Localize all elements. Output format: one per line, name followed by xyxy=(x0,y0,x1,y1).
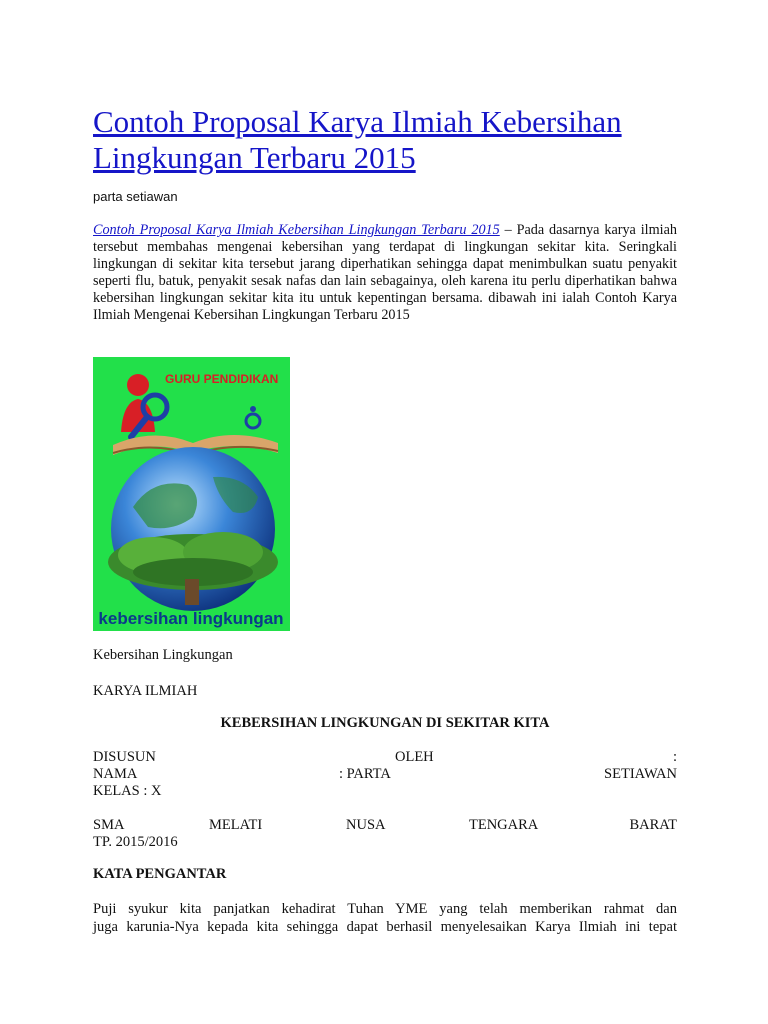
school-word: MELATI xyxy=(209,817,263,833)
tp-label: TP. 2015/2016 xyxy=(93,834,178,850)
school-word: BARAT xyxy=(629,817,677,833)
intro-lead-link[interactable]: Contoh Proposal Karya Ilmiah Kebersihan Lingkungan Terbaru 2015 xyxy=(93,222,500,238)
section-label: KARYA ILMIAH xyxy=(93,683,198,699)
intro-text: – Pada dasarnya karya ilmiah tersebut membahas mengenai kebersihan yang terdapat di lingkungan sekitar kita. Seringkali lingkungan di sekitar kita tersebut jarang diperhatikan sehingga dapat menimbulkan suatu penyakit seperti flu, batuk, penyakit sesak nafas dan lain sebagainya, oleh karena itu perlu diperhatikan bahwa kebersihan lingkungan sekitar kita itu untuk kepentingan bersama. dibawah ini ialah Contoh Karya Ilmiah Mengenai Kebersihan Lingkungan Terbaru 2015 xyxy=(93,222,677,323)
nama-value: : PARTA xyxy=(339,766,391,782)
figure-accent-icon xyxy=(246,406,260,428)
paragraph-line: juga karunia-Nya kepada kita sehingga dapat berhasil menyelesaikan Karya Ilmiah ini tepat xyxy=(93,919,677,935)
nama-label: NAMA xyxy=(93,766,138,782)
page-title[interactable] xyxy=(93,104,693,176)
nama-surname: SETIAWAN xyxy=(604,766,677,782)
article-image xyxy=(93,357,290,631)
article-image-graphic xyxy=(93,357,290,631)
school-word: TENGARA xyxy=(469,817,539,833)
disusun-label: DISUSUN xyxy=(93,749,156,765)
school-word: NUSA xyxy=(346,817,386,833)
document-subtitle: KEBERSIHAN LINGKUNGAN DI SEKITAR KITA xyxy=(220,715,550,731)
tree-icon xyxy=(108,532,278,605)
logo-text: GURU PENDIDIKAN xyxy=(165,372,279,386)
paragraph-line: Puji syukur kita panjatkan kehadirat Tuhan YME yang telah memberikan rahmat dan xyxy=(93,901,677,917)
intro-paragraph xyxy=(93,222,677,324)
colon-label: : xyxy=(672,749,677,765)
person-icon xyxy=(121,374,155,432)
image-caption: Kebersihan Lingkungan xyxy=(93,647,233,663)
author-name: parta setiawan xyxy=(93,189,178,204)
kata-pengantar-heading: KATA PENGANTAR xyxy=(93,866,227,882)
title-link[interactable]: Contoh Proposal Karya Ilmiah Kebersihan Lingkungan Terbaru 2015 xyxy=(93,104,622,175)
oleh-label: OLEH xyxy=(395,749,434,765)
banner-text: kebersihan lingkungan xyxy=(98,609,284,628)
kelas-label: KELAS : X xyxy=(93,783,162,799)
school-word: SMA xyxy=(93,817,125,833)
kata-pengantar-paragraph xyxy=(93,900,677,936)
